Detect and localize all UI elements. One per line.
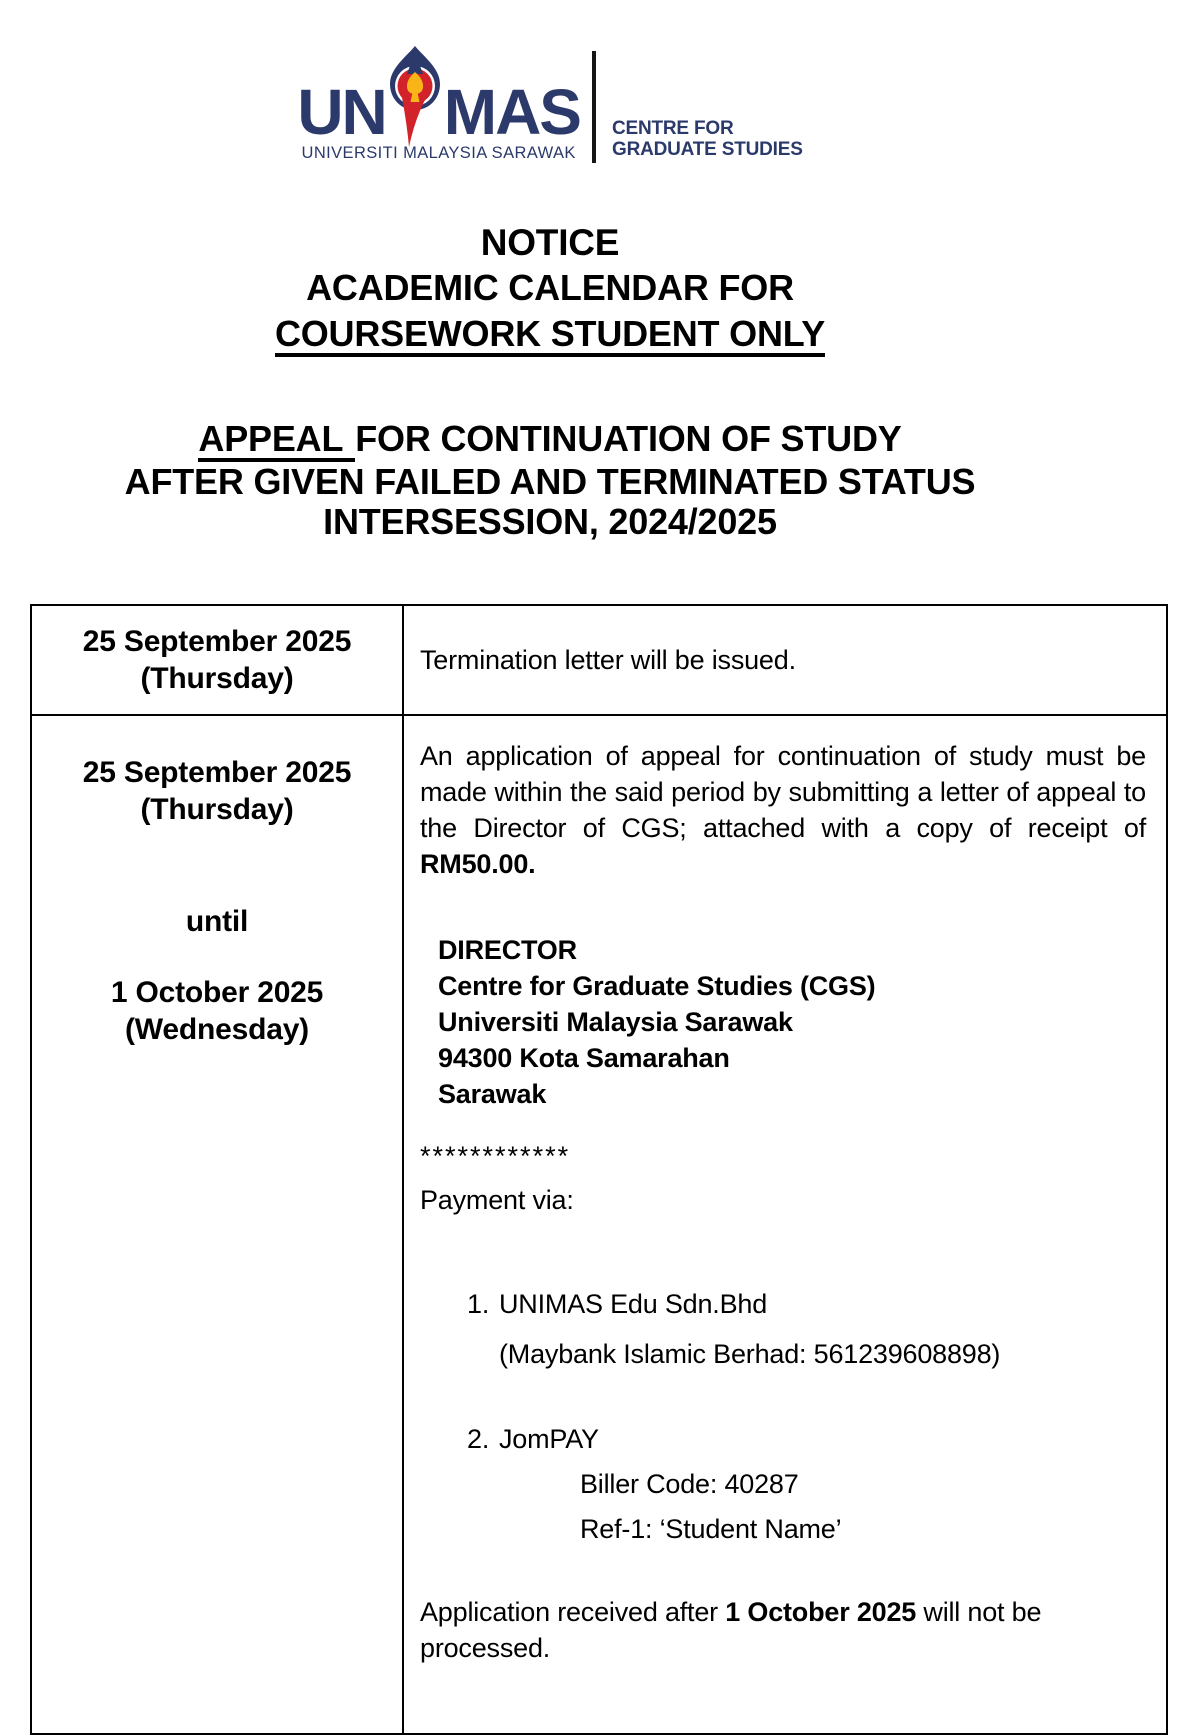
payment-option-2-name: JomPAY xyxy=(499,1423,599,1454)
row1-date-line2: (Thursday) xyxy=(140,661,294,695)
university-name: UNIVERSITI MALAYSIA SARAWAK xyxy=(301,144,576,162)
unimas-logo xyxy=(297,77,580,163)
row2-date-connector: until xyxy=(185,904,249,938)
logo-divider xyxy=(592,51,596,163)
row1-date-line1: 25 September 2025 xyxy=(82,624,352,658)
appeal-heading-line3: INTERSESSION, 2024/2025 xyxy=(323,500,777,542)
director-address-block xyxy=(438,932,1146,1112)
ref-1: Ref-1: ‘Student Name’ xyxy=(580,1513,842,1544)
biller-code: Biller Code: 40287 xyxy=(580,1468,799,1499)
wordmark-left: UN xyxy=(297,76,386,148)
appeal-fee-amount: RM50.00. xyxy=(420,848,536,879)
deadline-note xyxy=(420,1594,1110,1666)
payment-via-label: Payment via: xyxy=(420,1184,574,1215)
appeal-heading-line1 xyxy=(30,419,1070,462)
unimas-logo-lockup xyxy=(30,45,1070,163)
row1-date-cell xyxy=(32,606,404,714)
unimas-emblem-icon xyxy=(381,44,449,150)
appeal-heading-line2: AFTER GIVEN FAILED AND TERMINATED STATUS xyxy=(124,460,976,502)
department-line1: CENTRE FOR xyxy=(611,118,734,139)
department-name xyxy=(612,118,803,163)
table-row xyxy=(32,606,1166,716)
payment-option-1-name: UNIMAS Edu Sdn.Bhd xyxy=(499,1288,768,1319)
address-line: Sarawak xyxy=(438,1078,547,1109)
calendar-table xyxy=(30,604,1168,1735)
appeal-heading xyxy=(30,419,1070,542)
asterisk-separator: ************ xyxy=(420,1140,571,1171)
appeal-paragraph xyxy=(420,738,1146,882)
appeal-paragraph-text: An application of appeal for continuation of study must be made within the said period by submitting a letter of appeal to the Director of CGS; attached with a copy of receipt of xyxy=(420,740,1146,843)
address-line: DIRECTOR xyxy=(438,934,577,965)
payment-option-2-number: 2. xyxy=(467,1423,490,1454)
payment-option-1-detail: (Maybank Islamic Berhad: 561239608898) xyxy=(499,1338,1001,1369)
payment-option-1 xyxy=(420,1286,1146,1322)
row2-end-date-line2: (Wednesday) xyxy=(125,1012,309,1046)
unimas-wordmark xyxy=(297,76,580,148)
deadline-note-prefix: Application received after xyxy=(420,1596,726,1627)
wordmark-right: MAS xyxy=(443,76,580,148)
appeal-underlined: APPEAL xyxy=(198,420,355,462)
row2-description-cell xyxy=(404,716,1166,1733)
address-line: Universiti Malaysia Sarawak xyxy=(438,1006,793,1037)
notice-subtitle xyxy=(30,265,1070,357)
deadline-date: 1 October 2025 xyxy=(725,1596,917,1627)
row1-description: Termination letter will be issued. xyxy=(420,644,796,675)
row2-date-cell xyxy=(32,716,404,1733)
row2-end-date-line1: 1 October 2025 xyxy=(110,975,324,1009)
row2-start-date-line2: (Thursday) xyxy=(140,792,294,826)
row1-description-cell xyxy=(404,606,1166,714)
payment-option-2 xyxy=(420,1421,1146,1457)
table-row xyxy=(32,716,1166,1733)
deadline-note-suffix: will not be processed. xyxy=(420,1596,1042,1663)
address-line: 94300 Kota Samarahan xyxy=(438,1042,730,1073)
notice-subtitle-prefix: ACADEMIC CALENDAR FOR xyxy=(306,267,794,308)
appeal-line1-rest: FOR CONTINUATION OF STUDY xyxy=(355,418,902,459)
address-line: Centre for Graduate Studies (CGS) xyxy=(438,970,876,1001)
department-line2: GRADUATE STUDIES xyxy=(611,139,803,160)
notice-title: NOTICE xyxy=(480,222,620,263)
row2-start-date-line1: 25 September 2025 xyxy=(82,755,352,789)
notice-heading xyxy=(30,221,1070,357)
payment-option-1-number: 1. xyxy=(467,1288,490,1319)
notice-subtitle-underlined: COURSEWORK STUDENT ONLY xyxy=(275,315,825,357)
